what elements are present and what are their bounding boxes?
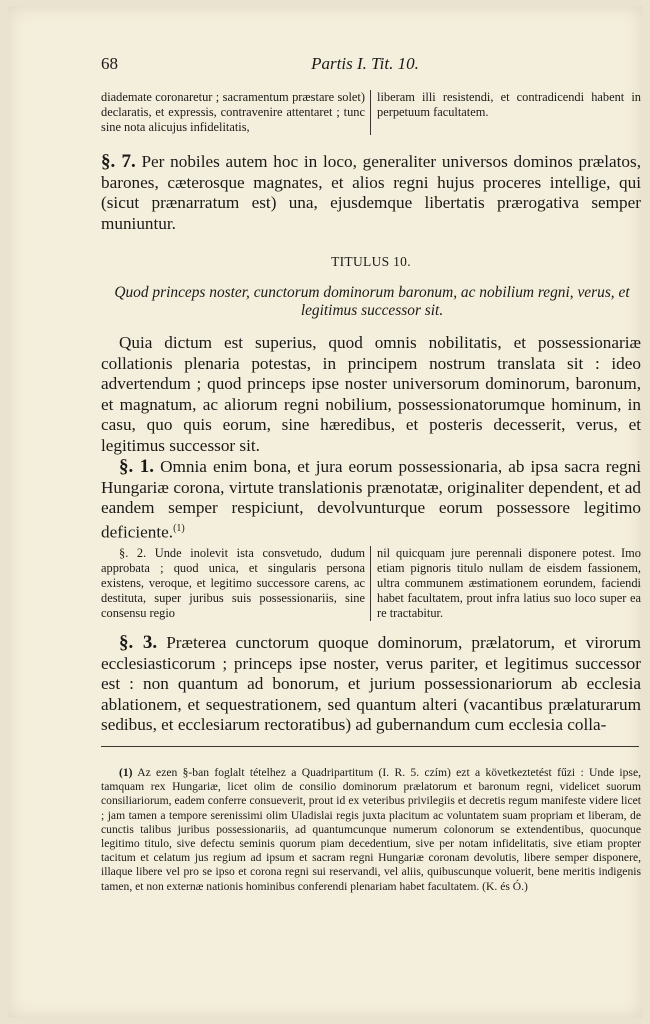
section-1-mark: §. 1.	[119, 456, 155, 477]
section-2-right-column: nil quicquam jure perennali disponere potest. Imo etiam pignoris titulo nullam de eisdem fassionem, ultra communem æstimationem eorundem, faciendi habet facultatem, prout infra latius suo loco super ea re tractabitur.	[377, 546, 641, 620]
page-header	[8, 54, 642, 78]
section-7-paragraph	[101, 152, 641, 234]
section-7-mark: §. 7.	[101, 151, 136, 172]
intro-paragraph: Quia dictum est superius, quod omnis nobilitatis, et possessionariæ collationis plenaria potestas, in principem nostrum translata sit : ideo advertendum ; quod princeps ipse noster universorum dominorum, baronum, et magnatum, ac aliorum regni nobilium, possessionatorumque hominum, in casu, quo quis eorum, sine hæredibus, et posteris decesserit, verus, et legitimus successor sit.	[101, 333, 641, 455]
top-left-column: diademate coronaretur ; sacramentum præstare solet) declaratis, et expressis, contravenire attentaret ; tunc sine nota alicujus infidelitatis,	[101, 90, 371, 135]
section-2-left-column: §. 2. Unde inolevit ista consvetudo, dudum approbata ; quod unica, et singularis persona existens, veroque, et legitimo successore carens, ac destituta, super juribus suis possessionariis, sine consensu regio	[101, 546, 371, 621]
section-7-text: Per nobiles autem hoc in loco, generaliter universos dominos prælatos, barones, cæterosque magnates, et alios regni hujus proceres intellige, qui (sicut prænarratum est) una, ejusdemque libertatis prærogativa semper muniuntur.	[101, 152, 642, 233]
footnote-reference[interactable]: (1)	[173, 522, 185, 534]
page-number: 68	[101, 54, 118, 73]
section-1-paragraph	[101, 457, 641, 543]
footnote-text: Az ezen §-ban foglalt tételhez a Quadripartitum (I. R. 5. czím) ezt a következtetést fűzi : Unde ipse, tamquam rex Hungariæ, licet olim de consilio dominorum prælatorum et baronum regni, videlicet suorum consiliariorum, eadem conferre consueverit, prout id ex veteribus privilegiis et decretis regum manifeste videre licet ; jam tamen a tempore serenissimi olim Uladislai regis juxta placitum ac voluntatem suam propriam et liberam, de cunctis talibus juribus possessionariis, ad quantumcunque numerum colonorum se extendentibus, quocunque legitimo titulo, sive defectu seminis quorum piam decedentium, sive per notam infidelitatis, sive etiam propter tacitum et celatum jus regium ad ipsum et sacram regni Hungariæ coronam devolutis, libere semper disponere, illaque libere vel pro se ipso et corona regni sui reservandi, vel aliis, quibuscunque voluerit, bene meritis indigenis tamen, et non externæ nationis hominibus conferendi plenariam habet facultatem. (K. és Ó.)	[101, 766, 641, 893]
section-1-text: Omnia enim bona, et jura eorum possessionaria, ab ipsa sacra regni Hungariæ corona, virtute translationis prænotatæ, originaliter dependent, et ad eandem semper respiciunt, devolvunturque eorum possessore legitimo deficiente.	[101, 457, 642, 542]
section-3-mark: §. 3.	[119, 632, 158, 653]
top-two-column-block	[101, 90, 641, 135]
footnote-block	[101, 766, 641, 894]
titulus-subtitle: Quod princeps noster, cunctorum dominorum baronum, ac nobilium regni, verus, et legitimus successor sit.	[114, 284, 630, 319]
section-2-two-column-block	[101, 546, 641, 621]
running-title: Partis I. Tit. 10.	[311, 54, 419, 73]
titulus-heading: TITULUS 10.	[331, 254, 411, 269]
document-page	[8, 6, 642, 1018]
section-3-paragraph	[101, 633, 641, 736]
top-right-column: liberam illi resistendi, et contradicendi habent in perpetuum facultatem.	[377, 90, 641, 119]
section-3-text: Præterea cunctorum quoque dominorum, prælatorum, et virorum ecclesiasticorum ; princeps ipse noster, verus pariter, et legitimus successor est : non quantum ad bonorum, et jurium possessionariorum ab ecclesia ablationem, et sequestrationem, sed quantum alteri (vacantibus prælaturarum sedibus, et ecclesiarum rectoratibus) ad gubernandum cum ecclesia colla-	[101, 633, 641, 734]
footnote-divider	[101, 746, 639, 747]
footnote-mark: (1)	[119, 766, 133, 779]
